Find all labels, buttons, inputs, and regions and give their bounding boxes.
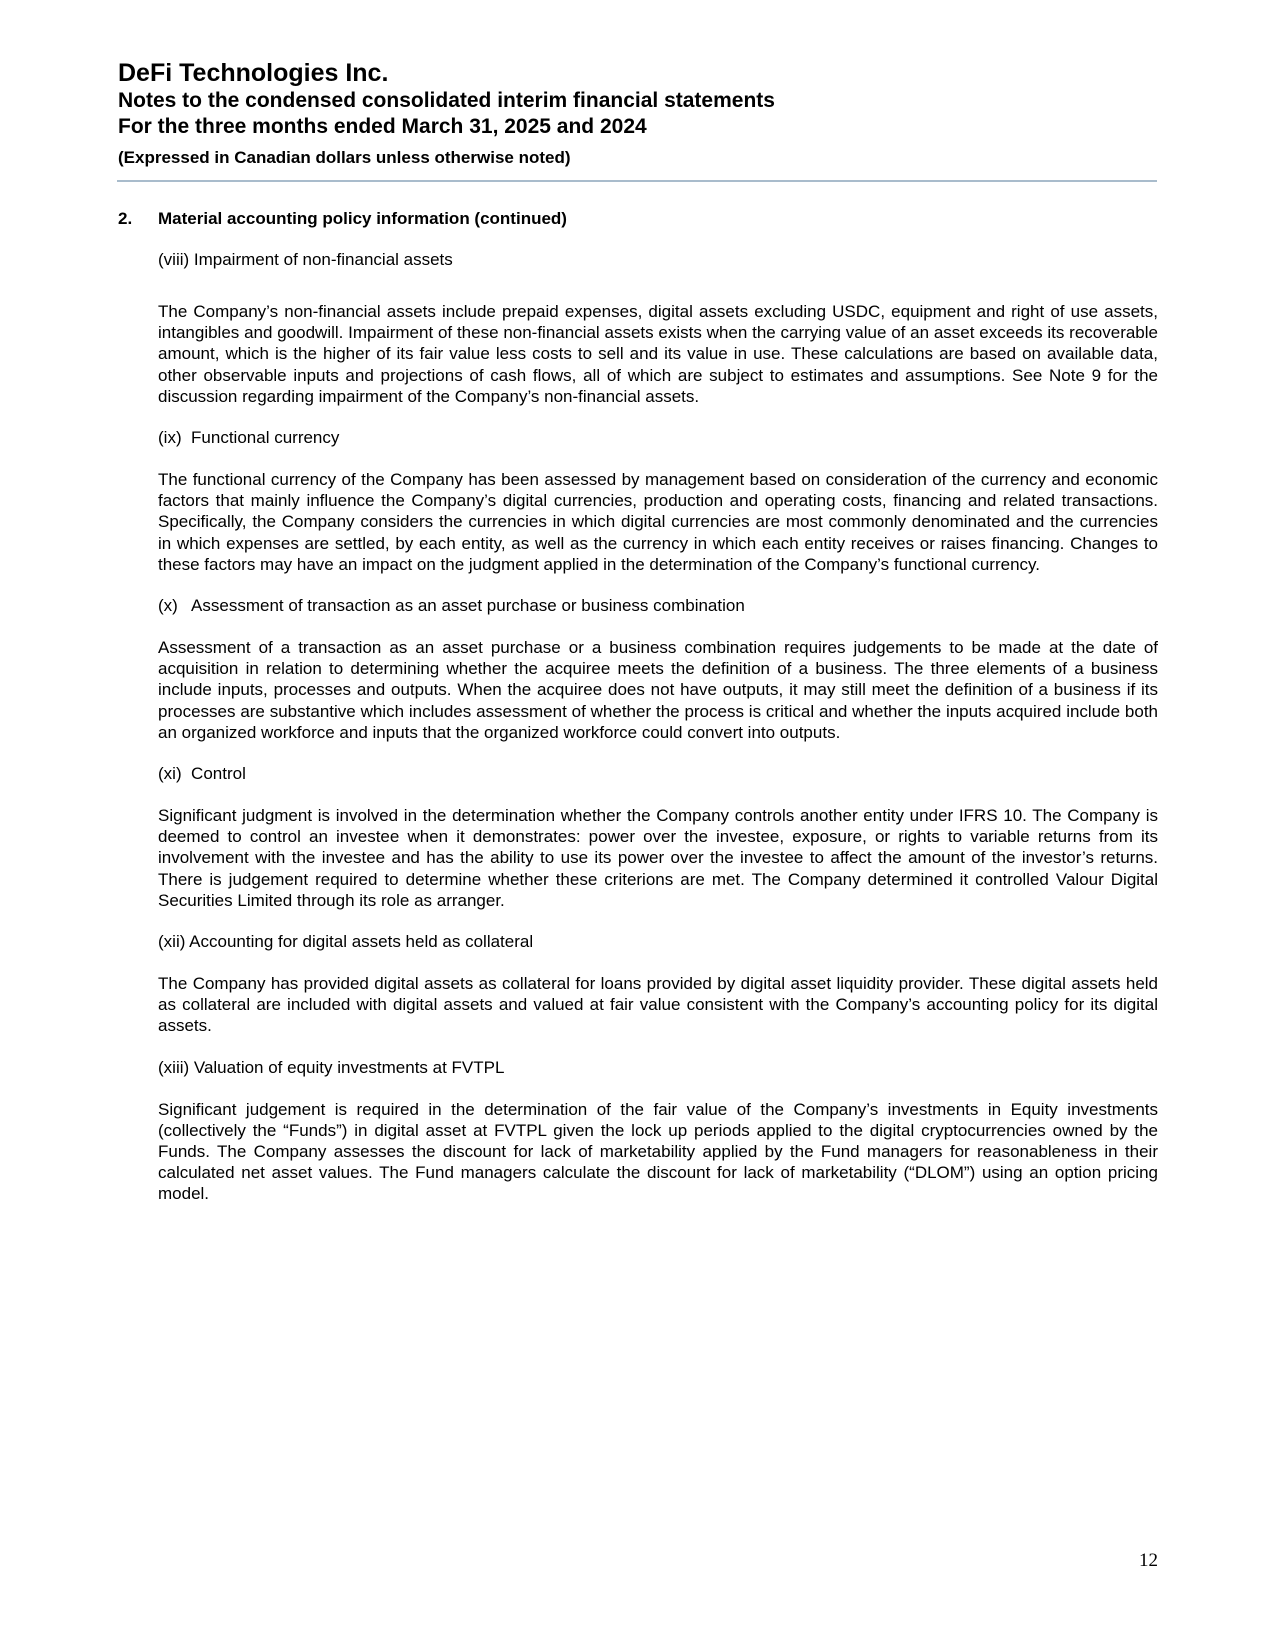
statement-title: Notes to the condensed consolidated interim financial statements — [118, 89, 775, 112]
subsection-heading-xi: (xi) Control — [158, 764, 246, 784]
subsection-text-xii: The Company has provided digital assets as collateral for loans provided by digital asset liquidity provider. These digital assets held as collateral are included with digital assets and valued at fair value consistent with the Company’s accounting policy for its digital assets. — [158, 974, 1158, 1036]
section-number: 2. — [118, 209, 133, 228]
subsection-text-xiii: Significant judgement is required in the determination of the fair value of the Company’s investments in Equity investments (collectively the “Funds”) in digital asset at FVTPL given the lock up periods applied to the digital cryptocurrencies owned by the Funds. The Company assesses the discount for lack of marketability applied by the Fund managers for reasonableness in their calculated net asset values. The Fund managers calculate the discount for lack of marketability (“DLOM”) using an option pricing model. — [158, 1099, 1158, 1204]
subsection-text-x: Assessment of a transaction as an asset purchase or a business combination requires judgements to be made at the date of acquisition in relation to determining whether the acquiree meets the definition of a business. The three elements of a business include inputs, processes and outputs. When the acquiree does not have outputs, it may still meet the definition of a business if its processes are substantive which includes assessment of whether the process is critical and whether the inputs acquired include both an organized workforce and inputs that the organized workforce could convert into outputs. — [158, 638, 1158, 742]
header-divider — [117, 180, 1157, 182]
subsection-heading-xiii: (xiii) Valuation of equity investments at FVTPL — [158, 1057, 505, 1077]
section-heading — [118, 208, 1158, 229]
company-name: DeFi Technologies Inc. — [118, 59, 389, 87]
page-header — [118, 58, 1158, 169]
section-title: Material accounting policy information (continued) — [158, 209, 567, 228]
subsection-text-ix: The functional currency of the Company has been assessed by management based on consideration of the currency and economic factors that mainly influence the Company’s digital currencies, production and operating costs, financing and related transactions. Specifically, the Company considers the currencies in which digital currencies are most commonly denominated and the currencies in which expenses are settled, by each entity, as well as the currency in which each entity receives or raises financing. Changes to these factors may have an impact on the judgment applied in the determination of the Company’s functional currency. — [158, 470, 1158, 574]
subsection-heading-x: (x) Assessment of transaction as an asset purchase or business combination — [158, 596, 745, 616]
currency-note: (Expressed in Canadian dollars unless otherwise noted) — [118, 148, 571, 167]
page-number: 12 — [1139, 1550, 1158, 1571]
subsection-heading-xii: (xii) Accounting for digital assets held as collateral — [158, 932, 534, 952]
subsection-heading-viii: (viii) Impairment of non-financial assets — [158, 250, 453, 269]
subsection-text-xi: Significant judgment is involved in the determination whether the Company controls another entity under IFRS 10. The Company is deemed to control an investee when it demonstrates: power over the investee, exposure, or rights to variable returns from its involvement with the investee and has the ability to use its power over the investee to affect the amount of the investor’s returns. There is judgement required to determine whether these criterions are met. The Company determined it controlled Valour Digital Securities Limited through its role as arranger. — [158, 806, 1158, 910]
section-body — [158, 249, 1158, 1205]
notes-content — [118, 208, 1158, 1205]
statement-period: For the three months ended March 31, 2025 and 2024 — [118, 115, 647, 138]
subsection-text-viii: The Company’s non-financial assets include prepaid expenses, digital assets excluding USDC, equipment and right of use assets, intangibles and goodwill. Impairment of these non-financial assets exists when the carrying value of an asset exceeds its recoverable amount, which is the higher of its fair value less costs to sell and its value in use. These calculations are based on available data, other observable inputs and projections of cash flows, all of which are subject to estimates and assumptions. See Note 9 for the discussion regarding impairment of the Company’s non-financial assets. — [158, 302, 1158, 406]
subsection-heading-ix: (ix) Functional currency — [158, 428, 340, 448]
